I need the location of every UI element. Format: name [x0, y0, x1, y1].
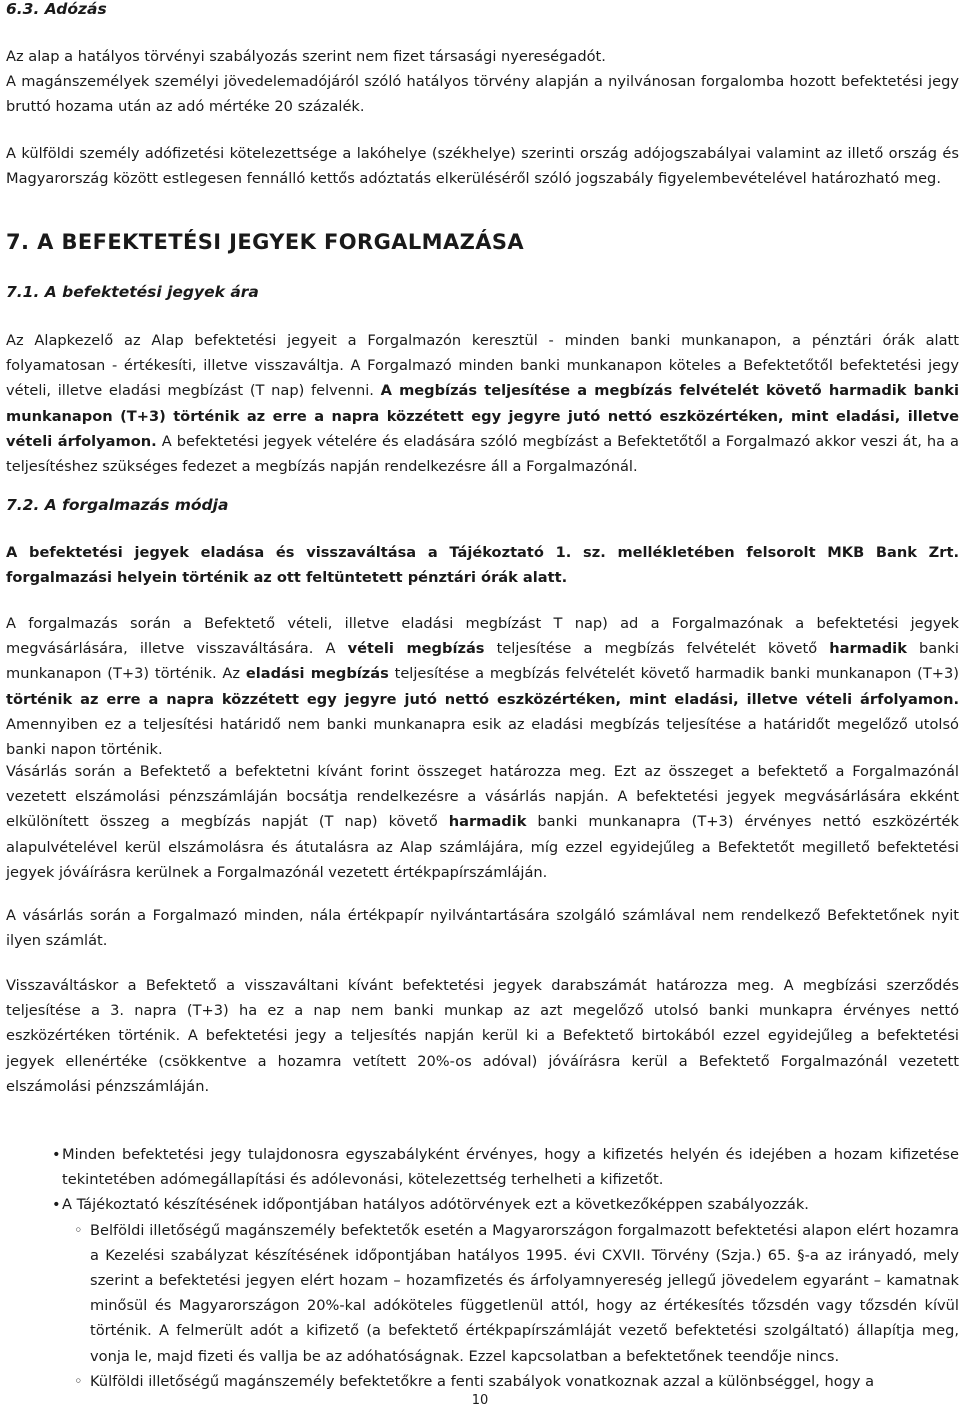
- execution-rule-bold: A megbízás teljesítése a megbízás felvételét követő harmadik banki munkanapon (T+3) történik az erre a napra közzétett egy jegyre jutó nettó eszközértéken, mint eladási, illetve vételi árfolyamon.: [6, 382, 959, 450]
- pricing-paragraph: Az Alapkezelő az Alap befektetési jegyeit a Forgalmazón keresztül - minden banki munkanapon, a pénztári órák alatt folyamatosan - értékesíti, illetve visszaváltja. A Forgalmazó minden banki munkanapon köteles a Befektetőtől befektetési jegy vételi, illetve eladási megbízást (T nap) felvenni. A megbízás teljesítése a megbízás felvételét követő harmadik banki munkanapon (T+3) történik az erre a napra közzétett egy jegyre jutó nettó eszközértéken, mint eladási, illetve vételi árfolyamon. A befektetési jegyek vételére és eladására szóló megbízást a Befektetőtől a Forgalmazó akkor veszi át, ha a teljesítéshez szükséges fedezet a megbízás napján rendelkezésre áll a Forgalmazónál.: [6, 332, 960, 476]
- list-item: • Minden befektetési jegy tulajdonosra egyszabályként érvényes, hogy a kifizetés helyén és idejében a hozam kifizetése tekintetében adómegállapítási és adólevonási, kötelezettség terhelheti a kifizetőt.: [6, 1142, 959, 1192]
- tax-paragraph-1: Az alap a hatályos törvényi szabályozás szerint nem fizet társasági nyereségadót. A magánszemélyek személyi jövedelemadójáról szóló hatályos törvény alapján a nyilvánosan forgalomba hozott befektetési jegy bruttó hozama után az adó mértéke 20 százalék.: [6, 48, 959, 116]
- tax-bullet-list: [6, 1142, 959, 1394]
- order-execution-paragraph: A forgalmazás során a Befektető vételi, illetve eladási megbízást T nap) ad a Forgalmazónak a befektetési jegyek megvásárlására, illetve visszaváltására. A vételi megbízás teljesítése a megbízás felvételét követő harmadik banki munkanapon (T+3) történik. Az eladási megbízás teljesítése a megbízás felvételét követő harmadik banki munkanapon (T+3) történik az erre a napra közzétett egy jegyre jutó nettó eszközértéken, mint eladási, illetve vételi árfolyamon. Amennyiben ez a teljesítési határidő nem banki munkanapra esik az eladási megbízás teljesítése a határidőt megelőző utolsó banki napon történik.: [6, 615, 959, 759]
- section-7-2-heading: 7.2. A forgalmazás módja: [6, 496, 229, 514]
- account-paragraph: A vásárlás során a Forgalmazó minden, nála értékpapír nyilvántartására szolgáló számlával nem rendelkező Befektetőnek nyit ilyen számlát.: [6, 907, 959, 950]
- list-item: • A Tájékoztató készítésének időpontjában hatályos adótörvények ezt a következőképpen szabályozzák. ◦ Belföldi illetőségű magánszemély befektetők esetén a Magyarországon forgalmazott befektetési alapon elért hozamra a Kezelési szabályzat készítésének időpontjában hatályos 1995. évi CXVII. Törvény (Szja.) 65. §-a az irányadó, mely szerint a befektetési jegyen elért hozam – hozamfizetés és árfolyamnyereség jellegű jövedelem egyaránt – kamatnak minősül és Magyarországon 20%-kal adóköteles függetlenül attól, hogy az értékesítés tőzsdén vagy tőzsdén kívül történik. A felmerült adót a kifizető (a befektető értékpapírszámláját vezető befektetési szolgáltató) állapítja meg, vonja le, majd fizeti és vallja be az adóhatóságnak. Ezzel kapcsolatban a befektetőnek teendője nincs. ◦ Külföldi illetőségű magánszemély befektetőkre a fenti szabályok vonatkoznak azzal a különbséggel, hogy a: [6, 1192, 959, 1394]
- purchase-paragraph: Vásárlás során a Befektető a befektetni kívánt forint összeget határozza meg. Ezt az összeget a befektető a Forgalmazónál vezetett elszámolási pénzszámláján bocsátja rendelkezésre a vásárlás napján. A befektetési jegyek megvásárlására ekként elkülönített összeg a megbízás napját (T nap) követő harmadik banki munkanapra (T+3) érvényes nettó eszközérték alapulvételével kerül elszámolásra és átutalásra az Alap számlájára, míg ezzel egyidejűleg a Befektetőt megillető befektetési jegyek jóváírásra kerülnek a Forgalmazónál vezetett értékpapírszámláján.: [6, 763, 959, 881]
- tax-paragraph-foreign: A külföldi személy adófizetési kötelezettsége a lakóhelye (székhelye) szerinti ország adójogszabályai valamint az illető ország és Magyarország között estlegesen fennálló kettős adóztatás elkerüléséről szóló jogszabály figyelembevételével határozható meg.: [6, 145, 959, 188]
- redemption-paragraph: Visszaváltáskor a Befektető a visszaváltani kívánt befektetési jegyek darabszámát határozza meg. A megbízási szerződés teljesítése a 3. napra (T+3) ha ez a nap nem banki munkap az azt megelőző utolsó banki munkapra érvényes nettó eszközértéken történik. A befektetési jegy a teljesítés napján kerül ki a Befektető birtokából ezzel egyidejűleg a befektetési jegyek ellenértéke (csökkentve a hozamra vetített 20%-os adóval) jóváírásra kerül a Befektető Forgalmazónál vezetett elszámolási pénzszámláján.: [6, 977, 959, 1095]
- page-number: 10: [471, 1393, 489, 1408]
- list-item: ◦ Belföldi illetőségű magánszemély befektetők esetén a Magyarországon forgalmazott befektetési alapon elért hozamra a Kezelési szabályzat készítésének időpontjában hatályos 1995. évi CXVII. Törvény (Szja.) 65. §-a az irányadó, mely szerint a befektetési jegyen elért hozam – hozamfizetés és árfolyamnyereség jellegű jövedelem egyaránt – kamatnak minősül és Magyarországon 20%-kal adóköteles függetlenül attól, hogy az értékesítés tőzsdén vagy tőzsdén kívül történik. A felmerült adót a kifizető (a befektető értékpapírszámláját vezető befektetési szolgáltató) állapítja meg, vonja le, majd fizeti és vallja be az adóhatóságnak. Ezzel kapcsolatban a befektetőnek teendője nincs.: [62, 1218, 959, 1369]
- section-7-heading: 7. A BEFEKTETÉSI JEGYEK FORGALMAZÁSA: [6, 230, 525, 254]
- section-7-1-heading: 7.1. A befektetési jegyek ára: [6, 283, 259, 301]
- distribution-places-paragraph: A befektetési jegyek eladása és visszaváltása a Tájékoztató 1. sz. mellékletében felsorolt MKB Bank Zrt. forgalmazási helyein történik az ott feltüntetett pénztári órák alatt.: [6, 544, 959, 587]
- list-item: ◦ Külföldi illetőségű magánszemély befektetőkre a fenti szabályok vonatkoznak azzal a különbséggel, hogy a: [62, 1369, 959, 1394]
- section-6-3-heading: 6.3. Adózás: [6, 0, 107, 18]
